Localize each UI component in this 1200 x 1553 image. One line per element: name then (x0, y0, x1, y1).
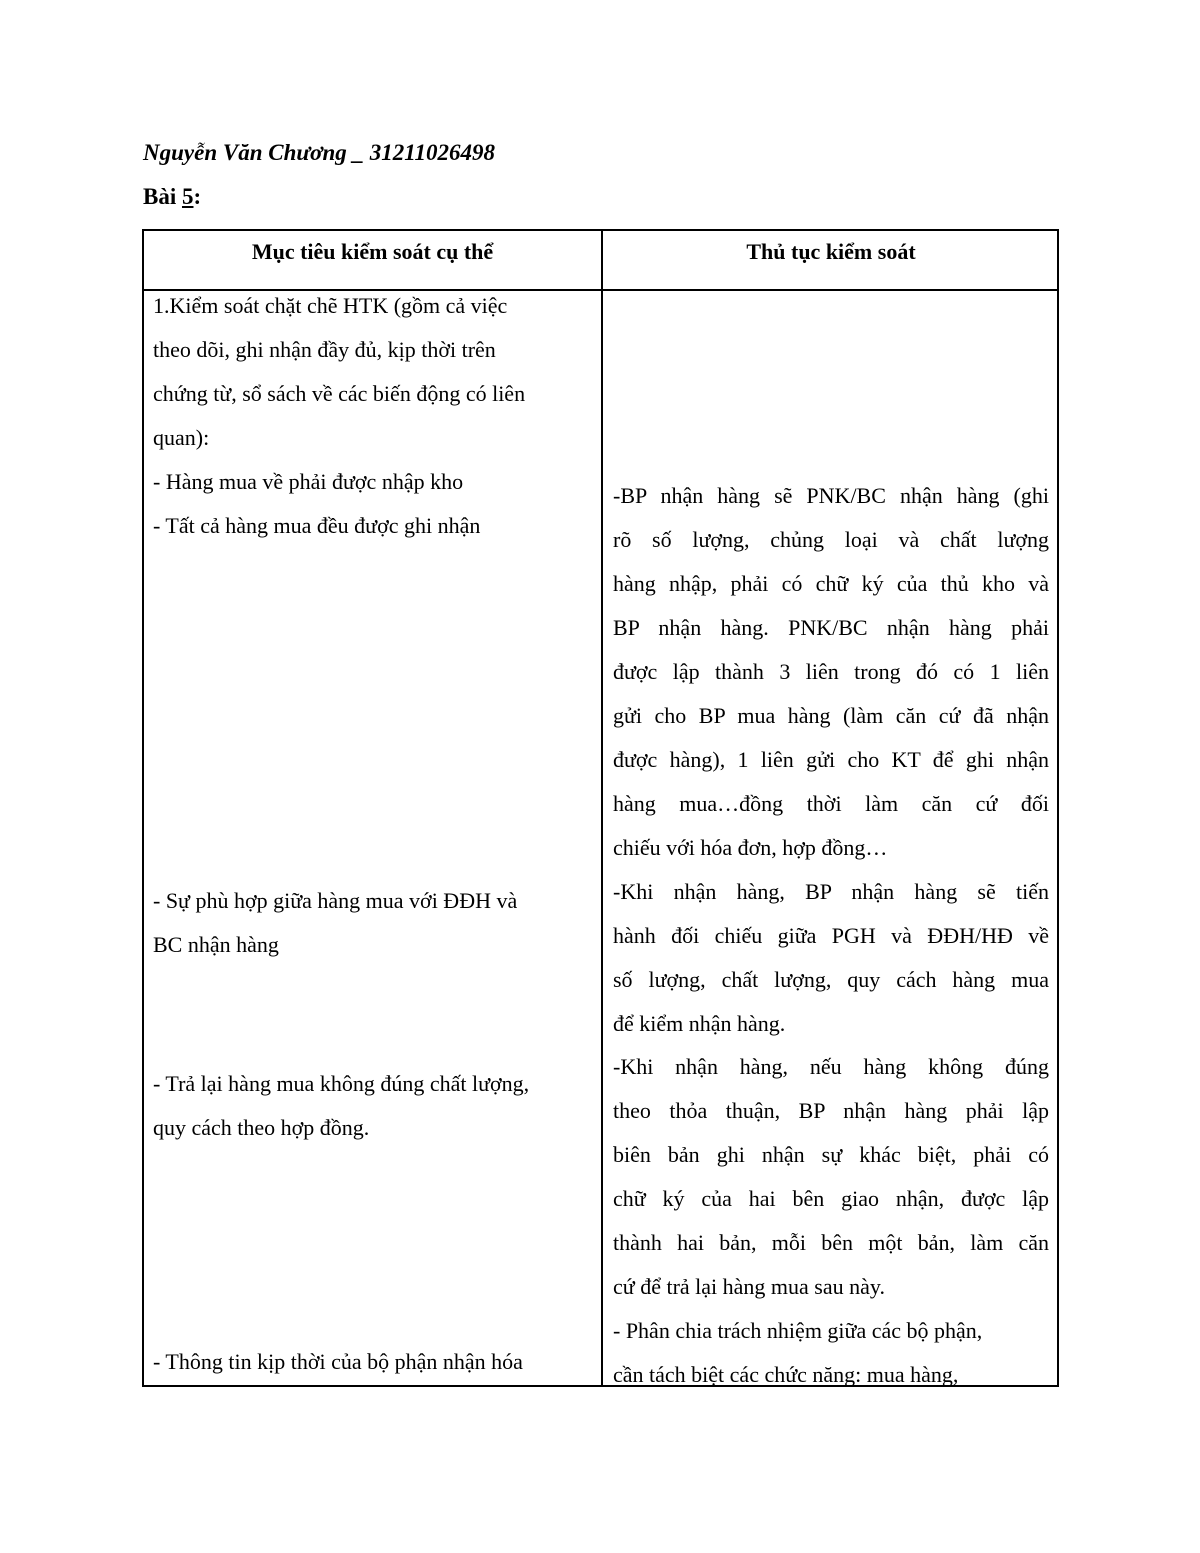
procedure-line: biên bản ghi nhận sự khác biệt, phải có (613, 1142, 1049, 1167)
column-header-procedures: Thủ tục kiểm soát (746, 239, 916, 264)
procedure-2 (613, 870, 1049, 1046)
procedure-line: rõ số lượng, chủng loại và chất lượng (613, 527, 1049, 552)
objective-2 (153, 879, 593, 967)
procedure-line: được hàng), 1 liên gửi cho KT để ghi nhận (613, 747, 1049, 772)
procedure-line: theo thỏa thuận, BP nhận hàng phải lập (613, 1098, 1049, 1123)
exercise-colon: : (193, 184, 202, 209)
column-divider (601, 231, 603, 1385)
objective-line: - Tất cả hàng mua đều được ghi nhận (153, 513, 481, 538)
procedure-line: hàng mua…đồng thời làm căn cứ đối (613, 791, 1049, 816)
objective-line: quy cách theo hợp đồng. (153, 1115, 370, 1140)
procedure-line: để kiểm nhận hàng. (613, 1011, 786, 1036)
objective-line: - Thông tin kịp thời của bộ phận nhận hóa (153, 1349, 523, 1374)
procedure-line: chữ ký của hai bên giao nhận, được lập (613, 1186, 1049, 1211)
procedure-line: hàng nhập, phải có chữ ký của thủ kho và (613, 571, 1049, 596)
control-table (142, 229, 1059, 1387)
procedure-line: số lượng, chất lượng, quy cách hàng mua (613, 967, 1049, 992)
exercise-title (143, 184, 201, 210)
objective-line: theo dõi, ghi nhận đầy đủ, kịp thời trên (153, 337, 496, 362)
objective-4 (153, 1340, 593, 1384)
objective-3 (153, 1062, 593, 1150)
procedure-line: - Phân chia trách nhiệm giữa các bộ phận, (613, 1318, 983, 1343)
objective-line: quan): (153, 425, 210, 450)
procedure-4 (613, 1309, 1049, 1397)
procedure-line: thành hai bản, mỗi bên một bản, làm căn (613, 1230, 1049, 1255)
procedure-3 (613, 1045, 1049, 1309)
objective-line: - Sự phù hợp giữa hàng mua với ĐĐH và (153, 888, 518, 913)
objective-line: BC nhận hàng (153, 932, 279, 957)
procedure-line: gửi cho BP mua hàng (làm căn cứ đã nhận (613, 703, 1049, 728)
exercise-number: 5 (181, 184, 194, 209)
objective-line: chứng từ, sổ sách về các biến động có liên (153, 381, 526, 406)
procedure-1 (613, 474, 1049, 870)
column-header-objectives: Mục tiêu kiểm soát cụ thể (251, 239, 494, 264)
exercise-label: Bài (143, 184, 182, 209)
procedure-line: BP nhận hàng. PNK/BC nhận hàng phải (613, 615, 1049, 640)
objective-1 (153, 284, 593, 548)
procedure-line: chiếu với hóa đơn, hợp đồng… (613, 835, 888, 860)
objective-line: - Trả lại hàng mua không đúng chất lượng, (153, 1071, 530, 1096)
procedure-line: được lập thành 3 liên trong đó có 1 liên (613, 659, 1049, 684)
procedure-line: hành đối chiếu giữa PGH và ĐĐH/HĐ về (613, 923, 1049, 948)
procedure-line: -Khi nhận hàng, nếu hàng không đúng (613, 1054, 1049, 1079)
objective-line: 1.Kiểm soát chặt chẽ HTK (gồm cả việc (153, 293, 508, 318)
author-line: Nguyễn Văn Chương _ 31211026498 (143, 140, 496, 165)
procedure-line: cứ để trả lại hàng mua sau này. (613, 1274, 885, 1299)
procedure-line: cần tách biệt các chức năng: mua hàng, (613, 1362, 959, 1387)
objective-line: - Hàng mua về phải được nhập kho (153, 469, 464, 494)
procedure-line: -BP nhận hàng sẽ PNK/BC nhận hàng (ghi (613, 483, 1049, 508)
procedure-line: -Khi nhận hàng, BP nhận hàng sẽ tiến (613, 879, 1049, 904)
